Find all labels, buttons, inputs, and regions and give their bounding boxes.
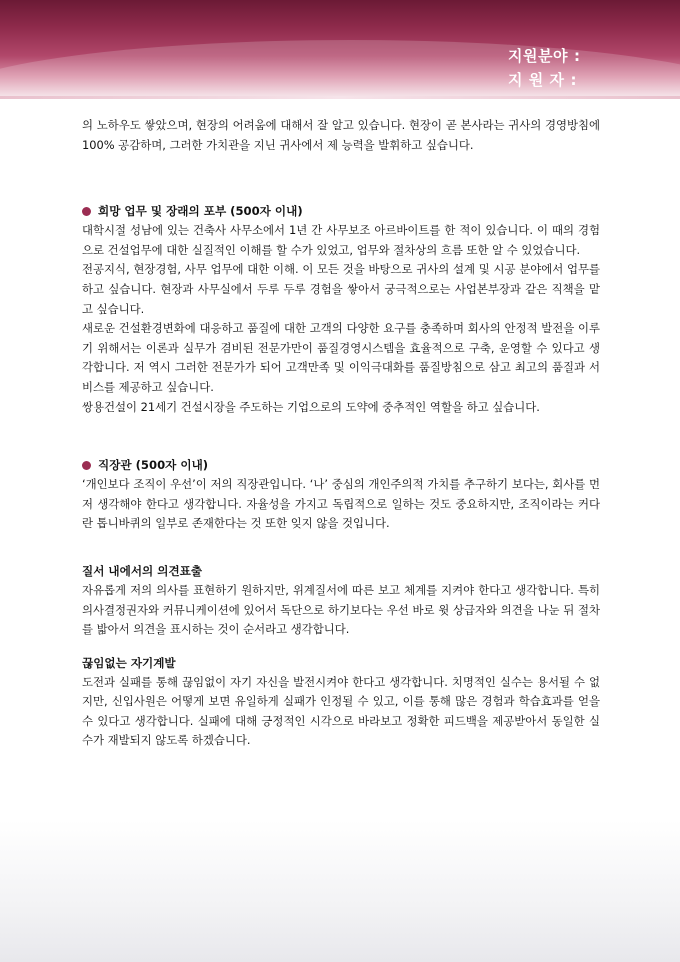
header-fields [508, 44, 580, 92]
department-field-colon: : [574, 47, 580, 65]
section-aspiration-title-text: 희망 업무 및 장래의 포부 (500자 이내) [98, 204, 303, 219]
intro-paragraph: 의 노하우도 쌓았으며, 현장의 어려움에 대해서 잘 알고 있습니다. 현장이 곧 본사라는 귀사의 경영방침에 100% 공감하며, 그러한 가치관을 지닌 귀사에서 제 능력을 발휘하고 싶습니다. [82, 118, 600, 152]
applicant-field-colon: : [570, 71, 577, 89]
subsection-self-development-paragraph: 도전과 실패를 통해 끊임없이 자기 자신을 발전시켜야 한다고 생각합니다. 치명적인 실수는 용서될 수 없지만, 신입사원은 어떻게 보면 유일하게 실패가 인정될 수 있고, 이를 통해 많은 경험과 학습효과를 얻을 수 있다고 생각합니다. 실패에 대해 긍정적인 시각으로 바라보고 정확한 피드백을 제공받아서 동일한 실수가 재발되지 않도록 하겠습니다. [82, 674, 600, 748]
work-values-paragraph: ‘개인보다 조직이 우선’이 저의 직장관입니다. ‘나’ 중심의 개인주의적 가치를 추구하기 보다는, 회사를 먼저 생각해야 한다고 생각합니다. 자율성을 가지고 독립적으로 일하는 것도 중요하지만, 조직이라는 커다란 톱니바퀴의 일부로 존재한다는 것 또한 잊지 않을 것입니다. [82, 477, 600, 531]
subsection-self-development-title: 끊임없는 자기계발 [82, 655, 176, 670]
bullet-icon [82, 207, 91, 216]
applicant-field-label: 지 원 자 [508, 71, 565, 89]
aspiration-paragraph-2: 전공지식, 현장경험, 사무 업무에 대한 이해. 이 모든 것을 바탕으로 귀사의 설계 및 시공 분야에서 업무를 하고 싶습니다. 현장과 사무실에서 두루 두루 경험을 쌓아서 궁극적으로는 사업본부장과 같은 직책을 맡고 싶습니다. [82, 262, 600, 316]
section-aspiration-title [82, 201, 600, 221]
page-header-banner [0, 0, 680, 96]
section-work-values-title [82, 455, 600, 475]
aspiration-paragraph-4: 쌍용건설이 21세기 건설시장을 주도하는 기업으로의 도약에 중추적인 역할을 하고 싶습니다. [82, 399, 540, 414]
bullet-icon [82, 461, 91, 470]
section-work-values-title-text: 직장관 (500자 이내) [98, 458, 209, 473]
subsection-opinion-title: 질서 내에서의 의견표출 [82, 563, 203, 578]
applicant-field-row [508, 68, 580, 92]
aspiration-paragraph-3: 새로운 건설환경변화에 대응하고 품질에 대한 고객의 다양한 요구를 충족하며 회사의 안정적 발전을 이루기 위해서는 이론과 실무가 겸비된 전문가만이 품질경영시스템을 효율적으로 구축, 운영할 수 있다고 생각합니다. 저 역시 그러한 전문가가 되어 고객만족 및 이익극대화를 품질방침으로 삼고 최고의 품질과 서비스를 제공하고 싶습니다. [82, 321, 600, 394]
header-divider [0, 96, 680, 99]
aspiration-paragraph-1: 대학시절 성남에 있는 건축사 사무소에서 1년 간 사무보조 아르바이트를 한 적이 있습니다. 이 때의 경험으로 건설업무에 대한 실질적인 이해를 할 수가 있었고, 업무와 절차상의 흐름 또한 알 수 있었습니다. [82, 223, 600, 257]
department-field-row [508, 44, 580, 68]
document-body [82, 116, 600, 751]
subsection-opinion-paragraph: 자유롭게 저의 의사를 표현하기 원하지만, 위계질서에 따른 보고 체계를 지켜야 한다고 생각합니다. 특히 의사결정권자와 커뮤니케이션에 있어서 독단으로 하기보다는 우선 바로 윗 상급자와 의견을 나눈 뒤 절차를 밟아서 의견을 표시하는 것이 순서라고 생각합니다. [82, 582, 600, 637]
department-field-label: 지원분야 [508, 47, 568, 65]
footer-decoration [0, 820, 680, 962]
